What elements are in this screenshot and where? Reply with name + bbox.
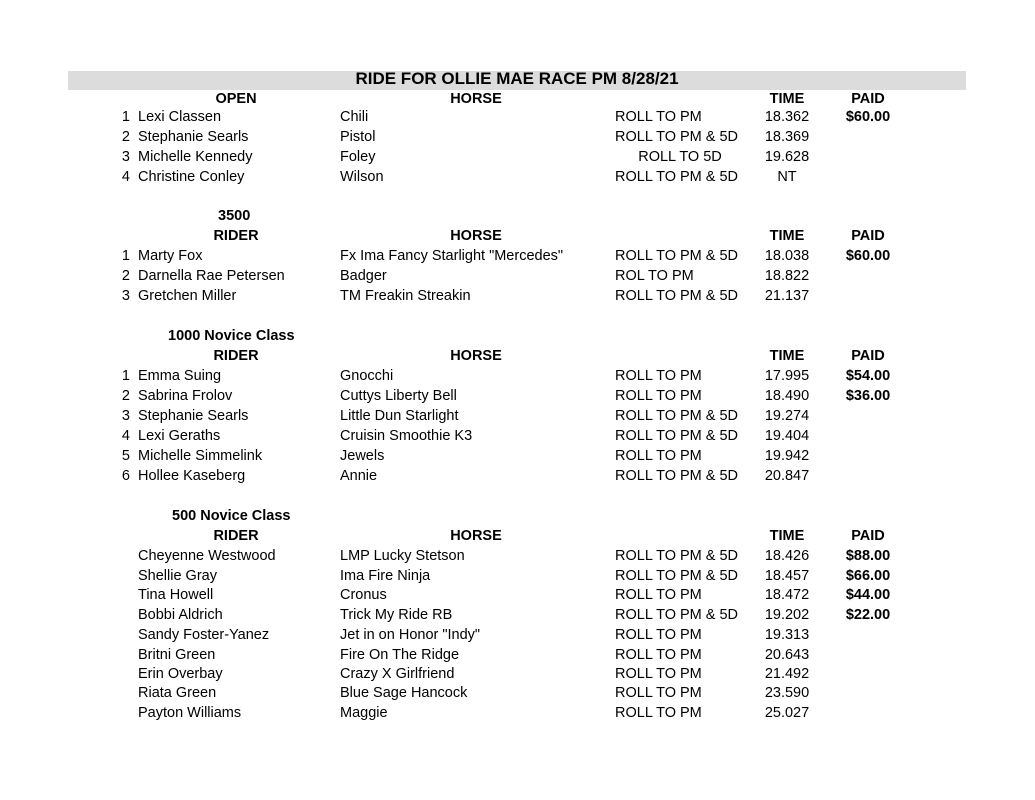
column-header-time: TIME — [769, 528, 805, 544]
column-header-horse: HORSE — [450, 348, 502, 364]
column-header-rider: RIDER — [213, 528, 259, 544]
column-header-rider: RIDER — [213, 228, 259, 244]
column-header-rider: OPEN — [215, 91, 257, 107]
row-horse: Maggie — [340, 705, 388, 721]
row-horse: Fx Ima Fancy Starlight "Mercedes" — [340, 248, 564, 264]
row-roll-status: ROLL TO PM & 5D — [615, 548, 739, 564]
row-roll-status: ROLL TO PM & 5D — [615, 428, 739, 444]
row-time: NT — [777, 169, 797, 185]
row-horse: Pistol — [340, 129, 376, 145]
row-place: 1 — [121, 109, 130, 125]
row-time: 18.362 — [764, 109, 810, 125]
row-place: 3 — [121, 288, 130, 304]
column-header-paid: PAID — [851, 228, 885, 244]
row-horse: Foley — [340, 149, 376, 165]
row-horse: TM Freakin Streakin — [340, 288, 471, 304]
row-roll-status: ROLL TO PM & 5D — [615, 169, 739, 185]
row-paid: $66.00 — [845, 568, 891, 584]
row-horse: Ima Fire Ninja — [340, 568, 431, 584]
row-time: 18.457 — [764, 568, 810, 584]
row-rider: Bobbi Aldrich — [138, 607, 223, 623]
row-rider: Emma Suing — [138, 368, 222, 384]
row-horse: Little Dun Starlight — [340, 408, 459, 424]
row-place: 3 — [121, 149, 130, 165]
row-place: 1 — [121, 248, 130, 264]
row-paid: $60.00 — [845, 248, 891, 264]
row-place: 2 — [121, 129, 130, 145]
row-rider: Sabrina Frolov — [138, 388, 233, 404]
row-rider: Riata Green — [138, 685, 217, 701]
row-rider: Darnella Rae Petersen — [138, 268, 285, 284]
row-time: 18.822 — [764, 268, 810, 284]
column-header-horse: HORSE — [450, 91, 502, 107]
row-horse: LMP Lucky Stetson — [340, 548, 465, 564]
row-rider: Sandy Foster-Yanez — [138, 627, 270, 643]
row-horse: Fire On The Ridge — [340, 647, 460, 663]
row-rider: Lexi Geraths — [138, 428, 221, 444]
row-place: 1 — [121, 368, 130, 384]
row-place: 2 — [121, 268, 130, 284]
row-roll-status: ROLL TO PM — [615, 627, 702, 643]
row-place: 5 — [121, 448, 130, 464]
row-rider: Michelle Kennedy — [138, 149, 253, 165]
row-time: 19.313 — [764, 627, 810, 643]
row-time: 17.995 — [764, 368, 810, 384]
row-time: 19.628 — [764, 149, 810, 165]
row-time: 21.137 — [764, 288, 810, 304]
row-rider: Erin Overbay — [138, 666, 223, 682]
row-rider: Hollee Kaseberg — [138, 468, 246, 484]
row-rider: Shellie Gray — [138, 568, 217, 584]
row-roll-status: ROLL TO PM & 5D — [615, 568, 739, 584]
row-roll-status: ROLL TO PM — [615, 448, 702, 464]
row-roll-status: ROLL TO PM & 5D — [615, 248, 739, 264]
row-time: 18.369 — [764, 129, 810, 145]
row-roll-status: ROLL TO 5D — [638, 149, 722, 165]
row-roll-status: ROLL TO PM & 5D — [615, 408, 739, 424]
row-horse: Blue Sage Hancock — [340, 685, 468, 701]
column-header-horse: HORSE — [450, 228, 502, 244]
row-roll-status: ROLL TO PM & 5D — [615, 468, 739, 484]
section-title: 500 Novice Class — [172, 508, 291, 524]
row-roll-status: ROLL TO PM — [615, 368, 702, 384]
row-paid: $36.00 — [845, 388, 891, 404]
row-roll-status: ROL TO PM — [615, 268, 694, 284]
row-roll-status: ROLL TO PM — [615, 647, 702, 663]
row-roll-status: ROLL TO PM & 5D — [615, 288, 739, 304]
row-time: 19.202 — [764, 607, 810, 623]
row-paid: $22.00 — [845, 607, 891, 623]
row-horse: Cruisin Smoothie K3 — [340, 428, 473, 444]
row-time: 20.643 — [764, 647, 810, 663]
row-roll-status: ROLL TO PM — [615, 587, 702, 603]
row-rider: Cheyenne Westwood — [138, 548, 276, 564]
section-title: 1000 Novice Class — [168, 328, 295, 344]
row-time: 20.847 — [764, 468, 810, 484]
row-rider: Lexi Classen — [138, 109, 222, 125]
row-time: 25.027 — [764, 705, 810, 721]
row-rider: Britni Green — [138, 647, 216, 663]
row-time: 21.492 — [764, 666, 810, 682]
row-roll-status: ROLL TO PM — [615, 666, 702, 682]
row-paid: $44.00 — [845, 587, 891, 603]
row-paid: $60.00 — [845, 109, 891, 125]
row-roll-status: ROLL TO PM — [615, 685, 702, 701]
column-header-time: TIME — [769, 228, 805, 244]
row-rider: Payton Williams — [138, 705, 242, 721]
row-rider: Michelle Simmelink — [138, 448, 263, 464]
row-time: 19.274 — [764, 408, 810, 424]
row-time: 23.590 — [764, 685, 810, 701]
row-roll-status: ROLL TO PM — [615, 705, 702, 721]
row-place: 2 — [121, 388, 130, 404]
column-header-paid: PAID — [851, 528, 885, 544]
row-rider: Gretchen Miller — [138, 288, 237, 304]
row-horse: Gnocchi — [340, 368, 394, 384]
row-time: 18.490 — [764, 388, 810, 404]
row-paid: $88.00 — [845, 548, 891, 564]
row-horse: Crazy X Girlfriend — [340, 666, 455, 682]
column-header-rider: RIDER — [213, 348, 259, 364]
row-horse: Trick My Ride RB — [340, 607, 453, 623]
row-horse: Jet in on Honor "Indy" — [340, 627, 481, 643]
section-title: 3500 — [218, 208, 251, 224]
row-time: 18.472 — [764, 587, 810, 603]
row-place: 4 — [121, 428, 130, 444]
column-header-paid: PAID — [851, 348, 885, 364]
row-rider: Tina Howell — [138, 587, 214, 603]
column-header-paid: PAID — [851, 91, 885, 107]
row-roll-status: ROLL TO PM & 5D — [615, 129, 739, 145]
row-horse: Cronus — [340, 587, 387, 603]
row-time: 19.942 — [764, 448, 810, 464]
row-place: 4 — [121, 169, 130, 185]
row-time: 19.404 — [764, 428, 810, 444]
column-header-time: TIME — [769, 348, 805, 364]
row-time: 18.038 — [764, 248, 810, 264]
row-rider: Stephanie Searls — [138, 408, 249, 424]
row-paid: $54.00 — [845, 368, 891, 384]
row-roll-status: ROLL TO PM — [615, 388, 702, 404]
row-roll-status: ROLL TO PM — [615, 109, 702, 125]
row-rider: Christine Conley — [138, 169, 245, 185]
row-place: 3 — [121, 408, 130, 424]
row-horse: Jewels — [340, 448, 385, 464]
column-header-horse: HORSE — [450, 528, 502, 544]
row-roll-status: ROLL TO PM & 5D — [615, 607, 739, 623]
row-place: 6 — [121, 468, 130, 484]
column-header-time: TIME — [769, 91, 805, 107]
page-title: RIDE FOR OLLIE MAE RACE PM 8/28/21 — [355, 69, 679, 88]
row-horse: Chili — [340, 109, 369, 125]
row-horse: Annie — [340, 468, 378, 484]
row-horse: Cuttys Liberty Bell — [340, 388, 457, 404]
row-horse: Wilson — [340, 169, 384, 185]
row-rider: Stephanie Searls — [138, 129, 249, 145]
row-horse: Badger — [340, 268, 387, 284]
row-rider: Marty Fox — [138, 248, 203, 264]
row-time: 18.426 — [764, 548, 810, 564]
